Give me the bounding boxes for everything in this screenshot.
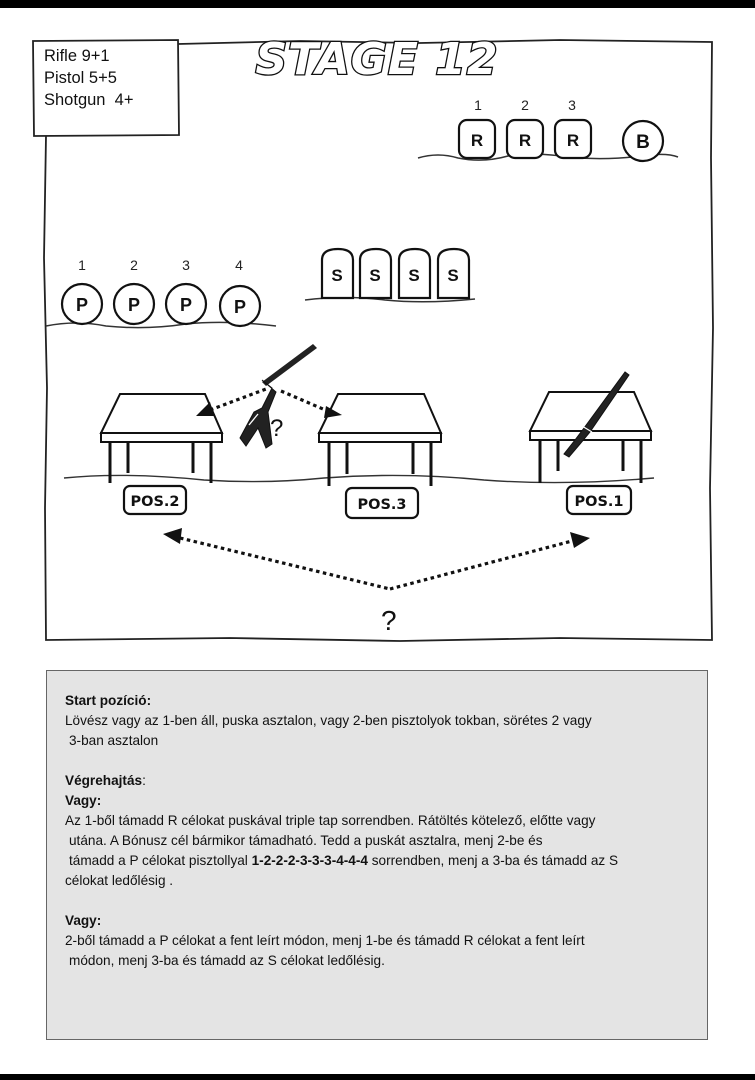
rifle-target-1 [459,120,495,158]
option-2-line-1: 2-ből támadd a P célokat a fent leírt módon, menj 1-be és támadd R célokat a fent leírt [65,933,585,948]
pos-3-label: POS.3 [357,497,407,513]
bonus-target [623,121,663,161]
shotgun-target-1 [322,249,353,298]
round-count-shotgun: Shotgun 4+ [44,91,134,109]
table-pos-1 [530,392,651,514]
arrowhead-left [163,528,182,544]
stage-title: STAGE 12 [255,34,499,85]
shotgun-targets [305,249,475,302]
arrow-line-to-pos1-low [390,541,572,589]
rifle-target-number-3: 3 [568,97,576,113]
execution-heading: Végrehajtás [65,773,143,788]
pistol-target-number-2: 2 [130,257,138,273]
round-count-rifle: Rifle 9+1 [44,47,110,65]
pistol-target-3 [166,284,206,324]
pos-1-label: POS.1 [574,494,624,510]
pistol-target-label-3: P [179,295,193,315]
stage-page [0,8,755,1074]
option-2-heading: Vagy: [65,913,102,928]
start-question-mark: ? [381,605,397,636]
pistol-target-4 [220,286,260,326]
round-counts-box [33,40,179,136]
start-line-2: 3-ban asztalon [69,733,159,748]
rifle-target-3 [555,120,591,158]
rifle-targets [418,97,678,161]
shotgun-target-2 [360,249,391,298]
bonus-target-label: B [636,132,650,153]
shotgun-target-4 [438,249,469,298]
option-2-line-2: módon, menj 3-ba és támadd az S célokat ledőlésig. [69,953,385,968]
execution-colon: : [142,773,146,788]
rifle-target-label-1: R [470,131,484,150]
pistol-target-label-4: P [233,297,247,317]
rifle-target-number-2: 2 [521,97,529,113]
pistol-target-label-2: P [127,295,141,315]
pistol-target-1 [62,284,102,324]
arrow-line-to-pos2-low [180,538,390,589]
rifle-target-number-1: 1 [474,97,482,113]
option-1-line-3 [65,851,689,871]
rifle-target-2 [507,120,543,158]
shotgun-target-3 [399,249,430,298]
execution-heading-row [65,771,689,791]
option-1-line-3-post: sorrendben, menj a 3-ba és támadd az S [367,853,619,868]
option-1-line-2: utána. A Bónusz cél bármikor támadható. Tedd a puskát asztalra, menj 2-be és [69,833,543,848]
option-1-line-4: célokat ledőlésig . [65,873,174,888]
pistol-targets [46,257,276,328]
rifle-target-label-3: R [566,131,580,150]
shotgun-target-label-2: S [369,266,381,285]
pistol-target-number-3: 3 [182,257,190,273]
pistol-sequence: 1-2-2-2-3-3-3-4-4-4 [251,853,368,868]
round-count-pistol: Pistol 5+5 [44,69,117,87]
arrowhead-right [570,532,590,548]
stage-description [46,670,708,1040]
shotgun-question-mark: ? [270,415,284,442]
start-line-1: Lövész vagy az 1-ben áll, puska asztalon, vagy 2-ben pisztolyok tokban, sörétes 2 vagy [65,713,592,728]
pistol-target-label-1: P [75,295,89,315]
pistol-target-number-4: 4 [235,257,243,273]
option-1-line-1: Az 1-ből támadd R célokat puskával triple tap sorrendben. Rátöltés kötelező, előtte vagy [65,813,596,828]
pos-2-label: POS.2 [130,494,180,510]
pistol-target-2 [114,284,154,324]
option-1-heading: Vagy: [65,793,102,808]
shotgun-target-label-1: S [331,266,343,285]
shotgun-target-label-3: S [408,266,420,285]
start-heading: Start pozíció: [65,693,152,708]
ground-line [64,475,654,482]
shotgun-target-label-4: S [447,266,459,285]
pistol-target-number-1: 1 [78,257,86,273]
stage-diagram [0,8,755,668]
option-1-line-3-pre: támadd a P célokat pisztollyal [69,853,252,868]
rifle-target-label-2: R [518,131,532,150]
